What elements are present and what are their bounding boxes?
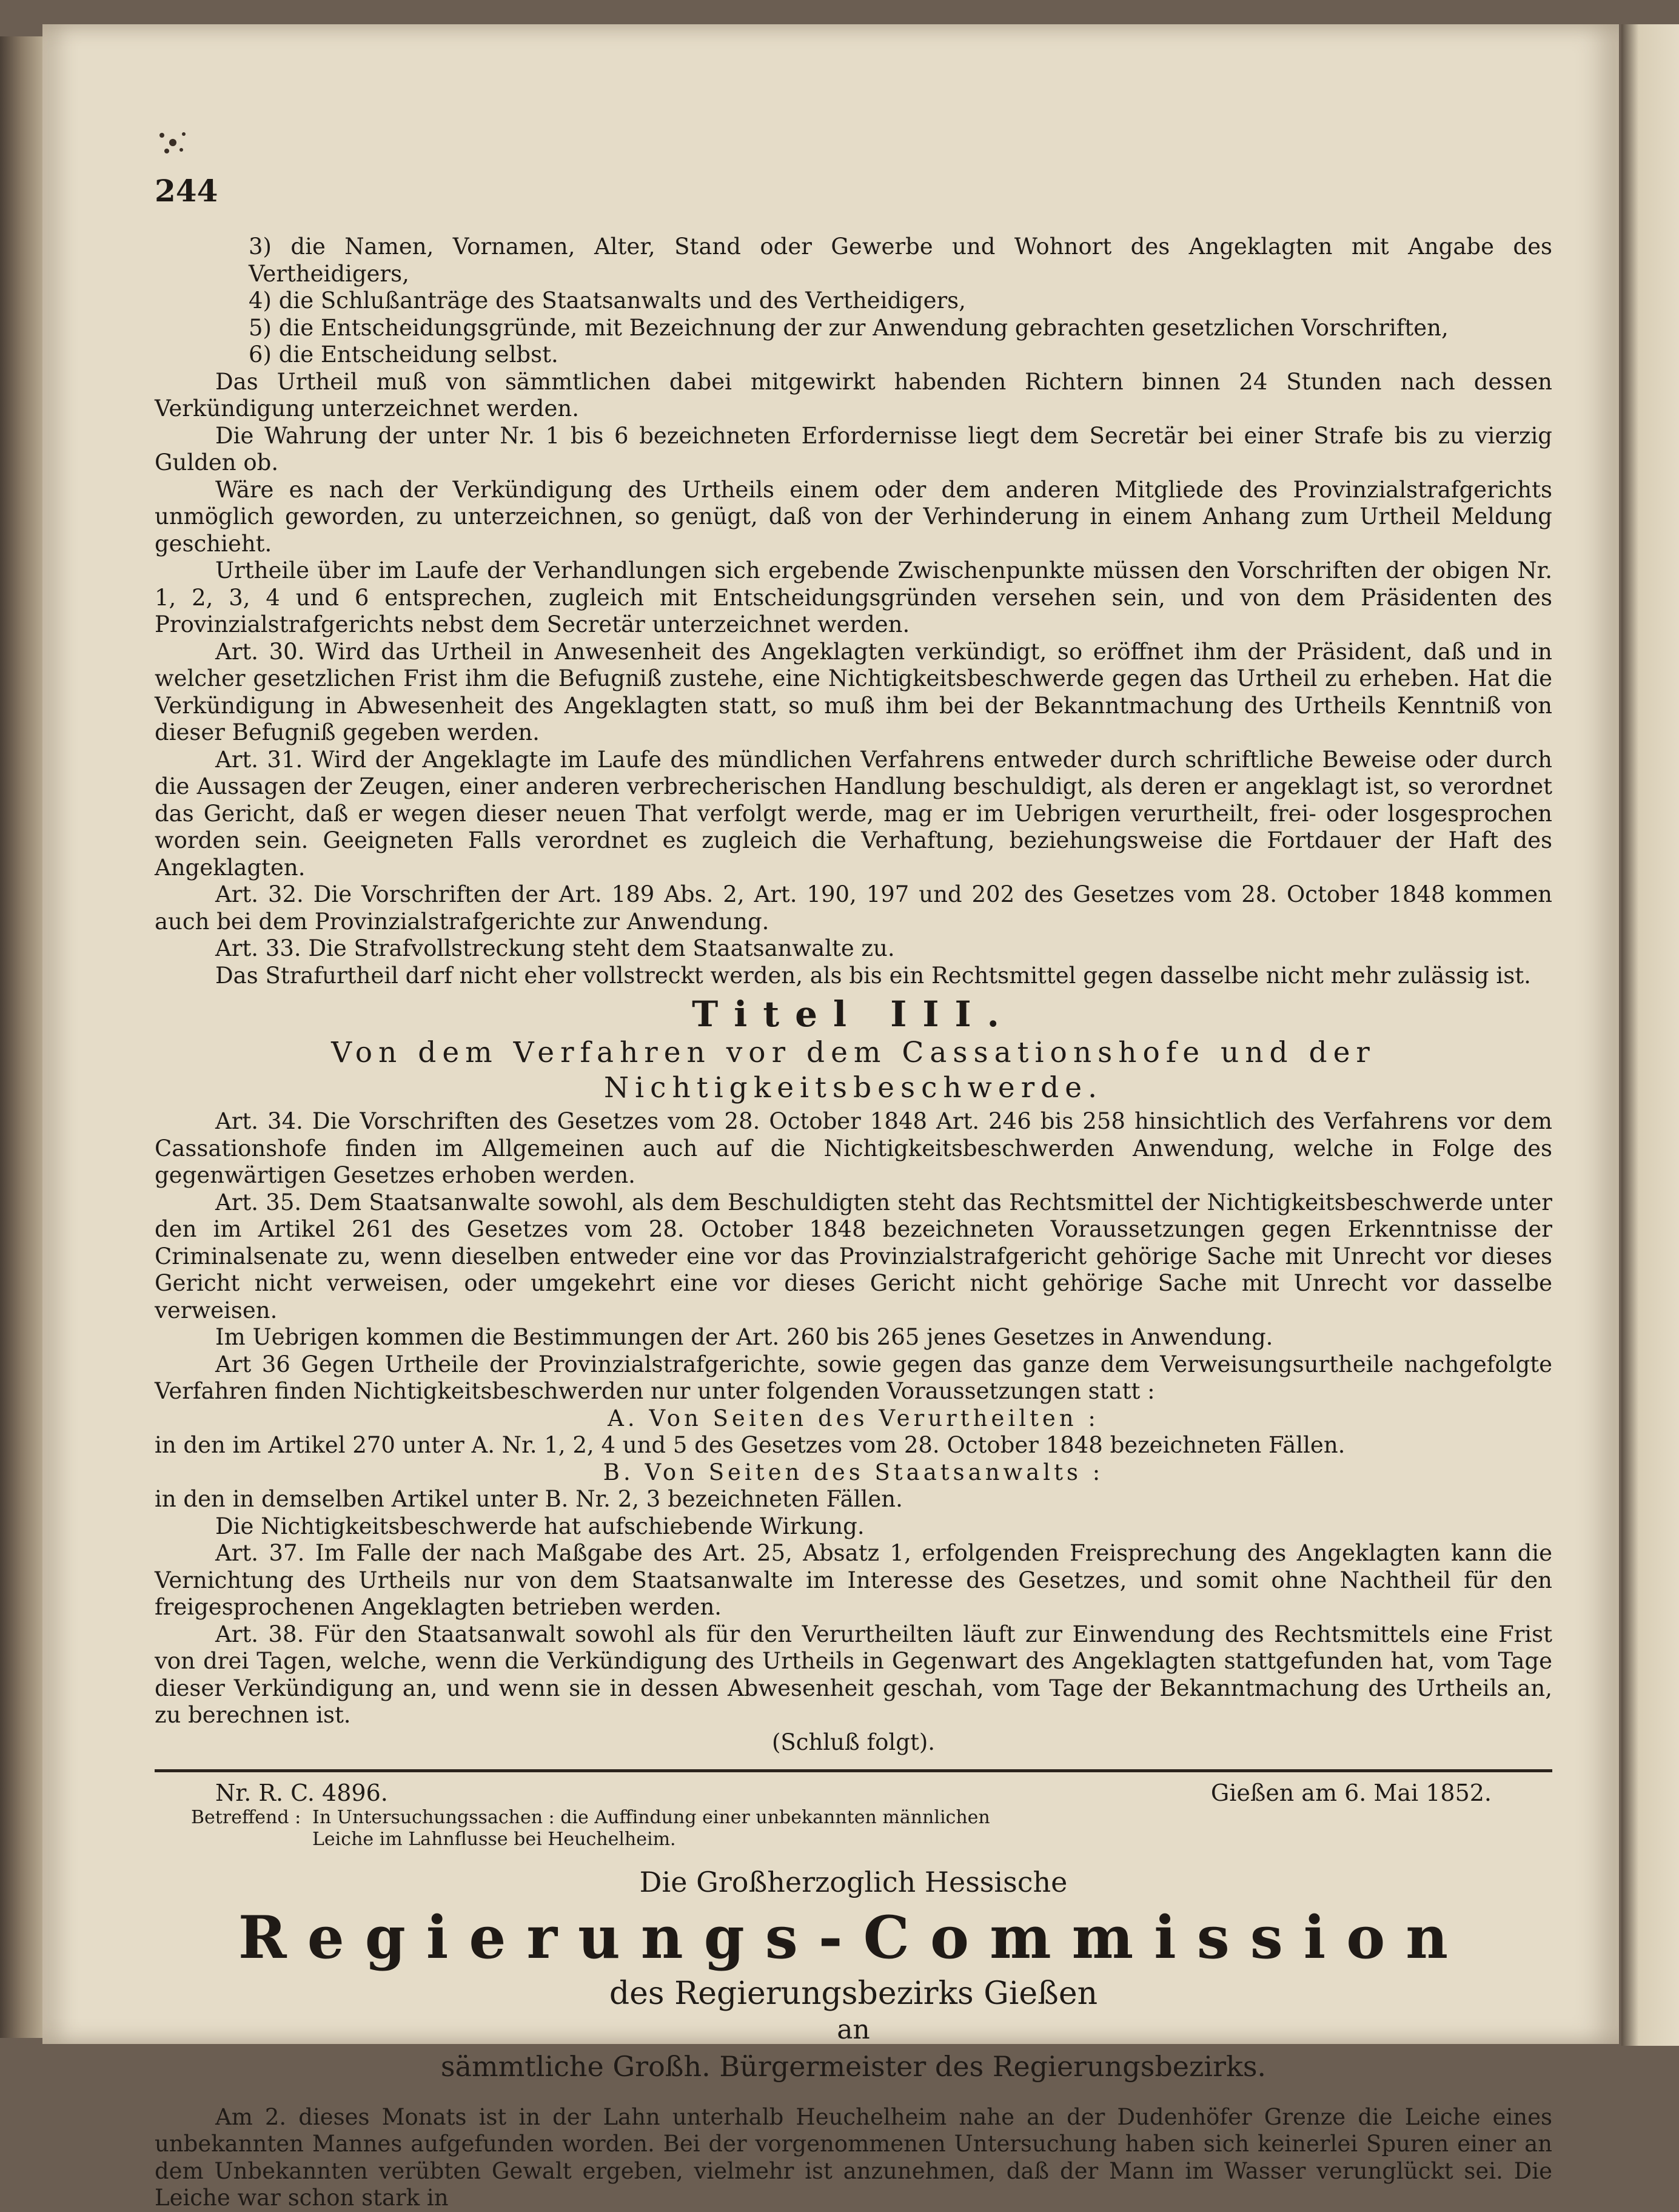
issuer-line-4: an bbox=[837, 2014, 870, 2045]
list-items bbox=[155, 234, 1552, 369]
section-a bbox=[155, 369, 1552, 990]
issuer-line-3: des Regierungsbezirks Gießen bbox=[609, 1975, 1098, 2012]
article-38: Art. 38. Für den Staatsanwalt sowohl als für den Verurtheilten läuft zur Einwendung des Rechtsmittels eine Frist von drei Tagen, welche, wenn die Verkündigung des Urtheils in Gegenwart des Angeklagten stattgefunden hat, vom Tage dieser Verkündigung an, und wenn sie in dessen Abwesenheit geschah, vom Tage der Bekanntmachung des Urtheils an, zu berechnen ist. bbox=[155, 1621, 1552, 1728]
paragraph: Urtheile über im Laufe der Verhandlungen sich ergebende Zwischenpunkte müssen den Vorschriften der obigen Nr. 1, 2, 3, 4 und 6 entsprechen, zugleich mit Entscheidungsgründen versehen sein, und von dem Präsidenten des Provinzialstrafgerichts nebst dem Secretär unterzeichnet werden. bbox=[155, 557, 1552, 637]
doc-number: Nr. R. C. 4896. bbox=[215, 1780, 388, 1806]
continuation-note: (Schluß folgt). bbox=[771, 1729, 936, 1755]
subheading-a: A. Von Seiten des Verurtheilten : bbox=[608, 1405, 1099, 1431]
article-30: Art. 30. Wird das Urtheil in Anwesenheit des Angeklagten verkündigt, so eröffnet ihm der Präsident, daß und in welcher gesetzlichen Frist ihm die Befugniß zustehe, eine Nichtigkeitsbeschwerde gegen das Urtheil zu erheben. Hat die Verkündigung in Abwesenheit des Angeklagten statt, so muß ihm bei der Bekanntmachung des Urtheils Kenntniß von dieser Befugniß gegeben werden. bbox=[155, 638, 1552, 745]
list-item: 3) die Namen, Vornamen, Alter, Stand oder Gewerbe und Wohnort des Angeklagten mit Angabe des Vertheidigers, bbox=[249, 234, 1552, 287]
article-33: Art. 33. Die Strafvollstreckung steht dem Staatsanwalte zu. bbox=[215, 935, 895, 961]
subject-text: In Untersuchungssachen : die Auffindung einer unbekannten männlichen Leiche im Lahnflusse bei Heuchelheim. bbox=[312, 1806, 990, 1850]
page-number: 244 bbox=[155, 173, 218, 209]
section-b bbox=[155, 1108, 1552, 1513]
notice-header bbox=[155, 1780, 1552, 1807]
paragraph: Im Uebrigen kommen die Bestimmungen der Art. 260 bis 265 jenes Gesetzes in Anwendung. bbox=[215, 1324, 1273, 1350]
subheading-b: B. Von Seiten des Staatsanwalts : bbox=[603, 1459, 1104, 1485]
list-item: 5) die Entscheidungsgründe, mit Bezeichnung der zur Anwendung gebrachten gesetzlichen Vorschriften, bbox=[249, 314, 1449, 341]
article-34: Art. 34. Die Vorschriften des Gesetzes vom 28. October 1848 Art. 246 bis 258 hinsichtlich des Verfahrens vor dem Cassationshofe finden im Allgemeinen auch auf die Nichtigkeitsbeschwerden Anwendung, welche in Folge des gegenwärtigen Gesetzes erhoben werden. bbox=[155, 1108, 1552, 1188]
divider bbox=[155, 1769, 1552, 1772]
section-subtitle: Von dem Verfahren vor dem Cassationshofe und der Nichtigkeitsbeschwerde. bbox=[331, 1036, 1376, 1104]
notice-body: Am 2. dieses Monats ist in der Lahn unterhalb Heuchelheim nahe an der Dudenhöfer Grenze die Leiche eines unbekannten Mannes aufgefunden worden. Bei der vorgenommenen Untersuchung haben sich keinerlei Spuren einer an dem Unbekannten verübten Gewalt ergeben, vielmehr ist anzunehmen, daß der Mann im Wasser verunglückt sei. Die Leiche war schon stark in bbox=[155, 2103, 1552, 2211]
issuer-line-5: sämmtliche Großh. Bürgermeister des Regierungsbezirks. bbox=[440, 2049, 1267, 2083]
place-date: Gießen am 6. Mai 1852. bbox=[1210, 1780, 1492, 1806]
book-edge-right bbox=[1621, 24, 1679, 2046]
article-32: Art. 32. Die Vorschriften der Art. 189 Abs. 2, Art. 190, 197 und 202 des Gesetzes vom 28. October 1848 kommen auch bei dem Provinzialstrafgerichte zur Anwendung. bbox=[155, 881, 1552, 935]
article-36: Art 36 Gegen Urtheile der Provinzialstrafgerichte, sowie gegen das ganze dem Verweisungsurtheile nachgefolgte Verfahren finden Nichtigkeitsbeschwerden nur unter folgenden Voraussetzungen statt : bbox=[155, 1351, 1552, 1404]
paragraph: Das Urtheil muß von sämmtlichen dabei mitgewirkt habenden Richtern binnen 24 Stunden nach dessen Verkündigung unterzeichnet werden. bbox=[155, 368, 1552, 422]
page-content bbox=[155, 234, 1552, 2212]
paragraph: Die Wahrung der unter Nr. 1 bis 6 bezeichneten Erfordernisse liegt dem Secretär bei einer Strafe bis zu vierzig Gulden ob. bbox=[155, 422, 1552, 476]
article-37: Art. 37. Im Falle der nach Maßgabe des Art. 25, Absatz 1, erfolgenden Freisprechung des Angeklagten kann die Vernichtung des Urtheils nur von dem Staatsanwalte im Interesse des Gesetzes, und somit ohne Nachtheil für den freigesprochenen Angeklagten betrieben werden. bbox=[155, 1540, 1552, 1620]
paragraph: in den in demselben Artikel unter B. Nr. 2, 3 bezeichneten Fällen. bbox=[155, 1486, 903, 1512]
section-title: Titel III. bbox=[692, 993, 1015, 1035]
paragraph: Das Strafurtheil darf nicht eher vollstreckt werden, als bis ein Rechtsmittel gegen dasselbe nicht mehr zulässig ist. bbox=[215, 962, 1531, 989]
article-31: Art. 31. Wird der Angeklagte im Laufe des mündlichen Verfahrens entweder durch schriftliche Beweise oder durch die Aussagen der Zeugen, einer anderen verbrecherischen Handlung beschuldigt, als deren er angeklagt ist, so verordnet das Gericht, daß er wegen dieser neuen That verfolgt werde, mag er im Uebrigen verurtheilt, frei- oder losgesprochen worden sein. Geeigneten Falls verordnet es zugleich die Verhaftung, beziehungsweise die Fortdauer der Haft des Angeklagten. bbox=[155, 746, 1552, 881]
paragraph: in den im Artikel 270 unter A. Nr. 1, 2, 4 und 5 des Gesetzes vom 28. October 1848 bezeichneten Fällen. bbox=[155, 1432, 1346, 1458]
article-35: Art. 35. Dem Staatsanwalte sowohl, als dem Beschuldigten steht das Rechtsmittel der Nichtigkeitsbeschwerde unter den im Artikel 261 des Gesetzes vom 28. October 1848 bezeichneten Voraussetzungen gegen Erkenntnisse der Criminalsenate zu, wenn dieselben entweder eine vor das Provinzialstrafgericht gehörige Sache mit Unrecht vor dieses Gericht nicht verweisen, oder umgekehrt eine vor dieses Gericht nicht gehörige Sache mit Unrecht vor dasselbe verweisen. bbox=[155, 1189, 1552, 1323]
subject-line bbox=[155, 1807, 1552, 1851]
issuer-line-1: Die Großherzoglich Hessische bbox=[639, 1865, 1068, 1898]
paragraph: Wäre es nach der Verkündigung des Urtheils einem oder dem anderen Mitgliede des Provinzialstrafgerichts unmöglich geworden, zu unterzeichnen, so genügt, daß von der Verhinderung in einem Anhang zum Urtheil Meldung geschieht. bbox=[155, 476, 1552, 557]
paragraph: Die Nichtigkeitsbeschwerde hat aufschiebende Wirkung. bbox=[215, 1513, 865, 1539]
ornament-icon bbox=[155, 124, 191, 161]
list-item: 4) die Schlußanträge des Staatsanwalts und des Vertheidigers, bbox=[249, 287, 966, 314]
list-item: 6) die Entscheidung selbst. bbox=[249, 341, 558, 368]
issuer-line-2: Regierungs-Commission bbox=[238, 1903, 1469, 1972]
subject-label: Betreffend : bbox=[191, 1806, 301, 1828]
section-c bbox=[155, 1513, 1552, 1756]
